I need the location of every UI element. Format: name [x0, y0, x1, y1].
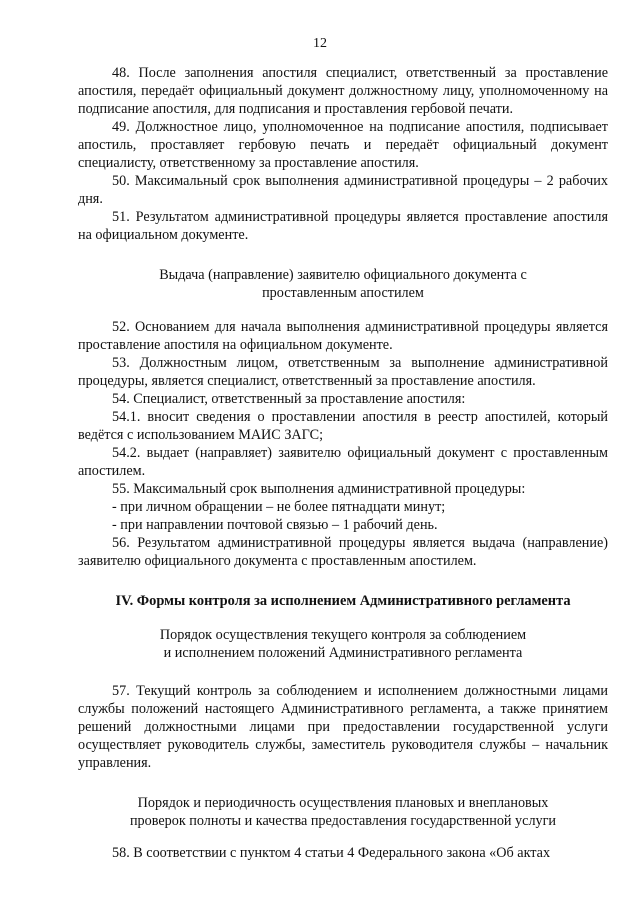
paragraph-57: 57. Текущий контроль за соблюдением и исполнением должностными лицами службы положений настоящего Административного регламента, а также принятием решений должностными лицами при предоставлении государственной услуги осуществляет руководитель службы, заместитель руководителя службы – начальник управления. [78, 683, 608, 771]
page-number: 12 [313, 36, 327, 51]
paragraph-51: 51. Результатом административной процедуры является проставление апостиля на официальном документе. [78, 209, 608, 243]
paragraph-48: 48. После заполнения апостиля специалист, ответственный за проставление апостиля, передаёт официальный документ должностному лицу, уполномоченному на подписание апостиля, для подписания и проставления гербовой печати. [78, 65, 608, 117]
paragraph-49: 49. Должностное лицо, уполномоченное на подписание апостиля, подписывает апостиль, проставляет гербовую печать и передаёт официальный документ специалисту, ответственному за проставление апостиля. [78, 119, 608, 171]
subheading-issue-line-2: проставленным апостилем [262, 285, 424, 301]
subheading-inspections [78, 794, 608, 830]
paragraph-54-2: 54.2. выдает (направляет) заявителю официальный документ с проставленным апостилем. [78, 445, 608, 479]
paragraph-54: 54. Специалист, ответственный за проставление апостиля: [112, 391, 466, 407]
list-item-personal: - при личном обращении – не более пятнадцати минут; [112, 499, 446, 515]
paragraph-54-1: 54.1. вносит сведения о проставлении апостиля в реестр апостилей, который ведётся с использованием МАИС ЗАГС; [78, 409, 608, 443]
subheading-current-control-line-1: Порядок осуществления текущего контроля за соблюдением [159, 627, 527, 643]
section-heading-iv: IV. Формы контроля за исполнением Административного регламента [115, 593, 571, 609]
paragraph-50: 50. Максимальный срок выполнения административной процедуры – 2 рабочих дня. [78, 173, 608, 207]
paragraph-56: 56. Результатом административной процедуры является выдача (направление) заявителю официального документа с проставленным апостилем. [78, 535, 608, 569]
paragraph-53: 53. Должностным лицом, ответственным за выполнение административной процедуры, является специалист, ответственный за проставление апостиля. [78, 355, 608, 389]
paragraph-55: 55. Максимальный срок выполнения административной процедуры: [112, 481, 526, 497]
paragraph-52: 52. Основанием для начала выполнения административной процедуры является проставление апостиля на официальном документе. [78, 319, 608, 353]
list-item-postal: - при направлении почтовой связью – 1 рабочий день. [112, 517, 438, 533]
subheading-issue [78, 266, 608, 302]
subheading-inspections-line-2: проверок полноты и качества предоставления государственной услуги [129, 813, 557, 829]
subheading-issue-line-1: Выдача (направление) заявителю официального документа с [159, 267, 527, 283]
subheading-current-control [78, 626, 608, 662]
subheading-inspections-line-1: Порядок и периодичность осуществления плановых и внеплановых [137, 795, 549, 811]
paragraph-58: 58. В соответствии с пунктом 4 статьи 4 Федерального закона «Об актах [112, 845, 551, 861]
subheading-current-control-line-2: и исполнением положений Административного регламента [163, 645, 523, 661]
document-body [78, 64, 608, 862]
